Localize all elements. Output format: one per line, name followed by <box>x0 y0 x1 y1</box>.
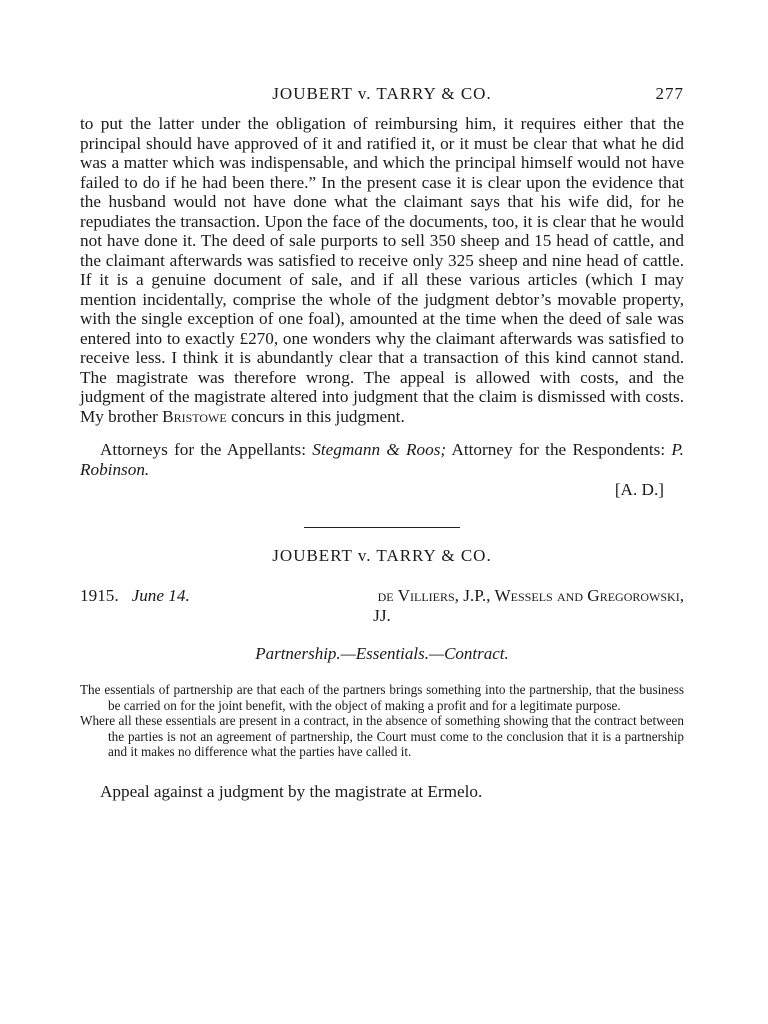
respondents-attorney: P. Robinson. <box>80 440 684 479</box>
judgment-text-end: concurs in this judgment. <box>230 406 405 426</box>
date-and-judges <box>80 586 684 626</box>
judges-suffix: JJ. <box>373 606 391 625</box>
case-day: June 14. <box>131 586 190 605</box>
section-divider <box>304 527 460 528</box>
running-head <box>80 80 684 110</box>
judges-line: de Villiers, J.P., Wessels and Gregorowski, <box>377 586 684 605</box>
judgment-text: to put the latter under the obligation of reimbursing him, it requires either that the principal should have approved of it and ratified it, or it must be clear that what he did was a matter which was indispensable, and which the principal himself would not have failed to do if he had been there.” In the present case it is clear upon the evidence that the husband would not have done what the claimant says that his wife did, for he repudiates the transaction. Upon the face of the documents, too, it is clear that he would not have done it. The deed of sale purports to sell 350 sheep and 15 head of cattle, and the claimant afterwards was satisfied to receive only 325 sheep and nine head of cattle. If it is a genuine document of sale, and if all these various articles (which I may mention incidentally, comprise the whole of the judgment debtor’s movable property, with the single exception of one foal), amounted at the time when the deed of sale was entered into to exactly £270, one wonders why the claimant afterwards was satisfied to receive less. I think it is abundantly clear that a transaction of this kind cannot stand. The magistrate was therefore wrong. The appeal is allowed with costs, and the judgment of the magistrate altered into judgment that the claim is dismissed with costs. My brother <box>80 114 684 426</box>
judge-name: Bristowe <box>162 406 227 426</box>
catchwords: Partnership.—Essentials.—Contract. <box>255 644 509 663</box>
reporter-initials: [A. D.] <box>614 480 664 499</box>
respondents-label: Attorney for the Respondents: <box>451 440 666 459</box>
headnote <box>80 682 684 760</box>
appeal-line: Appeal against a judgment by the magistrate at Ermelo. <box>100 781 483 801</box>
judgment-paragraph <box>80 114 684 426</box>
running-head-title: JOUBERT v. TARRY & CO. <box>272 84 492 103</box>
headnote-paragraph-2: Where all these essentials are present in a contract, in the absence of something showing that the contract between the parties is not an agreement of partnership, the Court must come to the conclusion that it is a partnership and it makes no difference what the parties have called it. <box>80 713 684 759</box>
attorneys-line <box>80 440 684 479</box>
page <box>80 80 684 802</box>
appellants-attorneys: Stegmann & Roos; <box>312 440 447 459</box>
page-number: 277 <box>655 84 684 103</box>
case-title: JOUBERT v. TARRY & CO. <box>272 546 492 565</box>
case-year: 1915. <box>80 586 119 605</box>
case-date <box>80 586 190 606</box>
appellants-label: Attorneys for the Appellants: <box>100 440 306 459</box>
headnote-paragraph-1: The essentials of partnership are that each of the partners brings something into the partnership, that the business be carried on for the joint benefit, with the object of making a profit and for a legitimate purpose. <box>80 682 684 713</box>
